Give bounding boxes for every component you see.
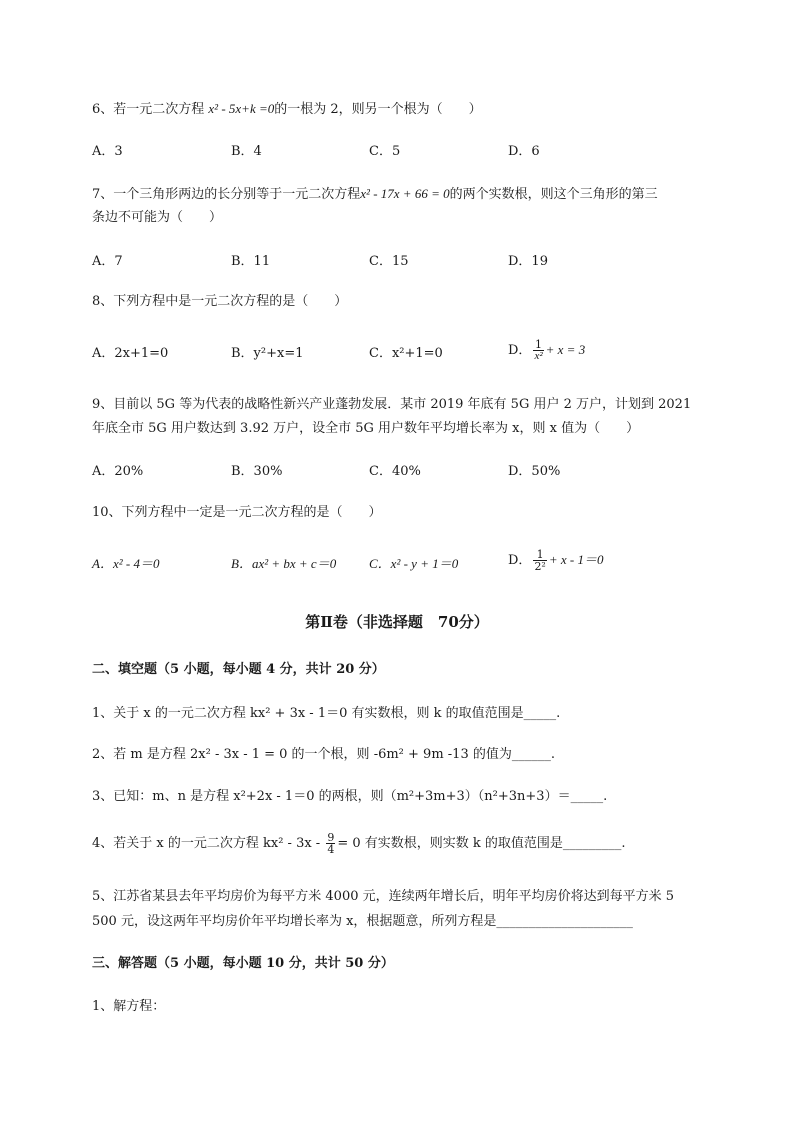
section-2-title: 二、填空题（5 小题，每小题 4 分，共计 20 分） [92, 662, 385, 677]
question-7-line2: 条边不可能为（ ） [92, 210, 223, 225]
fill-question-1: 1、关于 x 的一元二次方程 kx² + 3x - 1＝0 有实数根，则 k 的取值范围是_____. [92, 706, 561, 721]
fill-question-5-line2: 500 元，设这两年平均房价年平均增长率为 x，根据题意，所列方程是_____________________ [92, 914, 633, 929]
q8-d-numerator: 1 [535, 338, 543, 351]
question-8-stem: 8、下列方程中是一元二次方程的是（ ） [92, 294, 348, 309]
f4-numerator: 9 [327, 831, 335, 844]
q7-suffix: 的两个实数根，则这个三角形的第三 [449, 187, 658, 202]
q8-d-denominator: x² [534, 350, 543, 362]
fill-question-3: 3、已知：m、n 是方程 x²+2x - 1＝0 的两根，则（m²+3m+3）（n²+3n+3）＝_____. [92, 789, 608, 804]
q8-option-a: A．2x+1=0 [92, 346, 169, 361]
f4-suffix: = 0 有实数根，则实数 k 的取值范围是_________. [337, 836, 626, 851]
part-2-title: 第Ⅱ卷（非选择题 70分） [305, 613, 489, 631]
q10-d-denominator: 2² [534, 560, 546, 573]
q10-d-fraction [533, 549, 546, 572]
question-6-stem [92, 100, 482, 119]
f4-prefix: 4、若关于 x 的一元二次方程 kx² - 3x - [92, 836, 325, 851]
q7-prefix: 7、一个三角形两边的长分别等于一元二次方程 [92, 187, 361, 202]
q6-option-c: C．5 [369, 144, 401, 159]
q10-option-b: B．ax² + bx + c＝0 [231, 556, 337, 571]
q7-option-a: A．7 [92, 254, 123, 269]
q10-option-c: C．x² - y + 1＝0 [369, 556, 459, 571]
q8-d-label: D． [508, 343, 532, 358]
q10-option-a: A．x² - 4＝0 [92, 556, 160, 571]
q7-option-c: C．15 [369, 254, 409, 269]
q6-suffix: 的一根为 2，则另一个根为（ ） [274, 102, 482, 117]
q8-option-c: C．x²+1=0 [369, 346, 443, 361]
q10-d-label: D． [508, 553, 532, 568]
f4-denominator: 4 [327, 843, 335, 856]
q8-option-b: B．y²+x=1 [231, 346, 304, 361]
q9-option-d: D．50% [508, 464, 561, 479]
q6-equation: x² - 5x+k =0 [208, 101, 275, 116]
question-10-stem: 10、下列方程中一定是一元二次方程的是（ ） [92, 505, 382, 520]
fill-question-4 [92, 830, 626, 858]
q8-d-rest: + x = 3 [545, 342, 586, 357]
q6-prefix: 6、若一元二次方程 [92, 102, 209, 117]
q8-d-fraction [533, 339, 543, 362]
q8-option-d [508, 336, 585, 365]
q7-option-d: D．19 [508, 254, 548, 269]
q6-option-d: D．6 [508, 144, 540, 159]
q6-option-b: B．4 [231, 144, 262, 159]
question-9-line2: 年底全市 5G 用户数达到 3.92 万户，设全市 5G 用户数年平均增长率为 x，则 x 值为（ ） [92, 421, 640, 436]
question-9-line1: 9、目前以 5G 等为代表的战略性新兴产业蓬勃发展．某市 2019 年底有 5G 用户 2 万户，计划到 2021 [92, 397, 692, 412]
q7-option-b: B．11 [231, 254, 271, 269]
solve-question-1: 1、解方程： [92, 999, 166, 1014]
q10-d-rest: + x - 1＝0 [548, 552, 604, 567]
q7-equation: x² - 17x + 66 = 0 [360, 186, 450, 201]
section-3-title: 三、解答题（5 小题，每小题 10 分，共计 50 分） [92, 956, 394, 971]
question-7-stem [92, 185, 658, 204]
q9-option-a: A．20% [92, 464, 144, 479]
fill-question-5-line1: 5、江苏省某县去年平均房价为每平方米 4000 元，连续两年增长后，明年平均房价将达到每平方米 5 [92, 889, 675, 904]
q10-d-numerator: 1 [533, 549, 546, 561]
f4-fraction [326, 832, 335, 855]
q6-option-a: A．3 [92, 144, 123, 159]
q9-option-c: C．40% [369, 464, 421, 479]
q10-option-d [508, 546, 603, 575]
fill-question-2: 2、若 m 是方程 2x² - 3x - 1 = 0 的一个根，则 -6m² + 9m -13 的值为______. [92, 747, 555, 762]
q9-option-b: B．30% [231, 464, 283, 479]
